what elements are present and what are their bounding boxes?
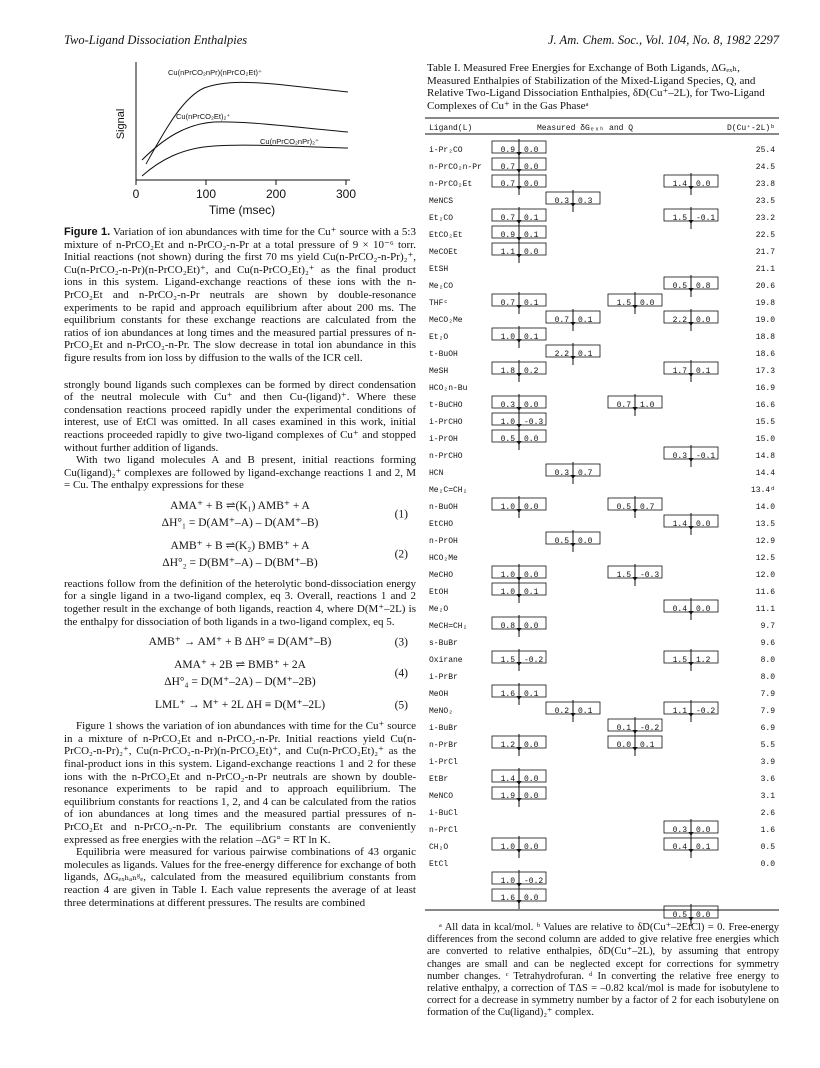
table-pair-q-43: 0.0 xyxy=(696,605,711,614)
table-pair-dg-0: 0.9 xyxy=(500,146,515,155)
table-pair-q-36: 0.0 xyxy=(696,180,711,189)
table-pair-q-9: 0.1 xyxy=(578,316,593,325)
equation-4-line-a: AMA⁺ + 2B ⇌ BMB⁺ + 2A xyxy=(174,659,306,672)
body-paragraph-2: With two ligand molecules A and B present, initial reactions forming Cu(ligand)₂⁺ complexes are followed by ligand-exchange reactions 1 and 2, M = Cu. The enthalpy expressions for these xyxy=(64,454,416,492)
table-dvalue-1: 24.5 xyxy=(755,163,775,172)
table-pair-18 xyxy=(492,496,546,518)
body-paragraph-1: strongly bound ligands such complexes can be formed by direct condensation of the neutral molecule with Cu⁺ and then Cu-(ligand)⁺. Where these condensation reactions proceed rapidly under the experimental conditions of interest, use of EtCl was omitted. In all cases examined in this work, initial reactions proceeded rapidly to give two-ligand complexes of Cu⁺ and stopped without further addition of ligands. xyxy=(64,378,416,454)
table-pair-q-5: 0.1 xyxy=(524,231,539,240)
table-dvalue-7: 21.1 xyxy=(755,265,775,274)
table-pair-q-33: 0.0 xyxy=(524,843,539,852)
table-pair-dg-38: 0.5 xyxy=(672,282,687,291)
table-pair-dg-12: 1.8 xyxy=(500,367,515,376)
table-pair-7 xyxy=(492,292,546,314)
table-dvalue-31: 8.0 xyxy=(760,673,775,682)
body-paragraph-4: Figure 1 shows the variation of ion abundances with time for the Cu⁺ source in a mixture of n-PrCO₂Et and n-PrCO₂-n-Pr. Initial reactions yield Cu(n-PrCO₂-n-Pr)₂⁺, Cu(n-PrCO₂-n-Pr)(n-PrCO₂Et)⁺, and Cu(n-PrCO₂Et)₂⁺ as the final-product ions in this system. Ligand-exchange reactions 1 and 2 for these ions with the n-PrCO₂Et and n-PrCO₂-n-Pr neutrals are shown by double-resonance experiments to be rapid and to approach equilibrium. The equilibrium constants for reactions 1, 2, and 4 can be calculated from the ratios of ion abundances at long times and the measured partial pressures of n-PrCO₂Et and n-PrCO₂-n-Pr. The equilibrium constants are conveniently expressed as free energies with the relation –ΔG° = RT ln K. xyxy=(64,720,416,846)
table-dvalue-17: 15.0 xyxy=(755,435,775,444)
table-pair-dg-18: 1.0 xyxy=(500,503,515,512)
table-1 xyxy=(425,115,781,920)
table-ligand-19: HCN xyxy=(429,469,444,478)
table-ligand-39: i-BuCl xyxy=(429,809,458,818)
table-pair-20 xyxy=(546,530,600,552)
table-ligand-13: MeSH xyxy=(429,367,449,376)
equation-3-number: (3) xyxy=(394,636,408,649)
table-pair-q-29: 0.0 xyxy=(524,741,539,750)
table-pair-22 xyxy=(608,564,662,586)
table-ligand-17: i-PrOH xyxy=(429,435,458,444)
table-pair-17 xyxy=(546,462,600,484)
table-pair-dg-10: 1.0 xyxy=(500,333,515,342)
table-pair-dg-21: 1.0 xyxy=(500,571,515,580)
table-pair-25 xyxy=(492,649,546,671)
table-pair-q-30: 0.1 xyxy=(640,741,655,750)
table-pair-dg-33: 1.0 xyxy=(500,843,515,852)
x-tick-200: 200 xyxy=(265,187,287,201)
table-dvalue-32: 7.9 xyxy=(760,690,775,699)
table-pair-q-0: 0.0 xyxy=(524,146,539,155)
table-pair-q-17: 0.7 xyxy=(578,469,593,478)
table-pair-q-47: 0.1 xyxy=(696,843,711,852)
table-pair-dg-24: 0.8 xyxy=(500,622,515,631)
table-dvalue-5: 22.5 xyxy=(755,231,775,240)
table-ligand-35: n-PrBr xyxy=(429,741,458,750)
table-dvalue-10: 19.0 xyxy=(755,316,775,325)
table-pair-dg-37: 1.5 xyxy=(672,214,687,223)
table-ligand-36: i-PrCl xyxy=(429,758,458,767)
table-pair-dg-22: 1.5 xyxy=(616,571,631,580)
table-pair-q-16: 0.0 xyxy=(524,435,539,444)
table-pair-q-39: 0.0 xyxy=(696,316,711,325)
table-pair-dg-7: 0.7 xyxy=(500,299,515,308)
table-dvalue-4: 23.2 xyxy=(755,214,775,223)
table-pair-q-37: -0.1 xyxy=(696,214,716,223)
table-pair-dg-34: 1.0 xyxy=(500,877,515,886)
table-pair-dg-13: 0.3 xyxy=(500,401,515,410)
table-dvalue-24: 12.5 xyxy=(755,554,775,563)
table-pair-q-44: 1.2 xyxy=(696,656,711,665)
table-pair-q-1: 0.0 xyxy=(524,163,539,172)
table-pair-q-24: 0.0 xyxy=(524,622,539,631)
table-dvalue-21: 14.0 xyxy=(755,503,775,512)
table-pair-dg-3: 0.3 xyxy=(554,197,569,206)
equation-2-line-a: AMB⁺ + B ⇌(K₂) BMB⁺ + A xyxy=(170,539,310,552)
table-ligand-23: n-PrOH xyxy=(429,537,458,546)
equation-2-number: (2) xyxy=(394,548,408,561)
body-paragraph-3: reactions follow from the definition of the heterolytic bond-dissociation energy for a single ligand in a two-ligand complex, eq 3. Overall, reactions 1 and 2 together result in the exchange of both ligands, reaction 4, where D(M⁺–2L) is the enthalpy for dissociation of both ligands in a two-ligand complex, eq 5. xyxy=(64,577,416,628)
table-pair-37 xyxy=(664,207,718,229)
table-pair-dg-43: 0.4 xyxy=(672,605,687,614)
table-dvalue-36: 3.9 xyxy=(760,758,775,767)
table-pair-43 xyxy=(664,598,718,620)
table-pair-q-23: 0.1 xyxy=(524,588,539,597)
table-ligand-25: MeCHO xyxy=(429,571,454,580)
table-dvalue-11: 18.8 xyxy=(755,333,775,342)
table-ligand-21: n-BuOH xyxy=(429,503,458,512)
table-pair-q-18: 0.0 xyxy=(524,503,539,512)
table-pair-dg-31: 1.4 xyxy=(500,775,515,784)
table-ligand-11: Et₂O xyxy=(429,333,449,342)
table-pair-41 xyxy=(664,445,718,467)
x-tick-0: 0 xyxy=(132,187,140,201)
figure-1-caption-label: Figure 1. xyxy=(64,226,111,238)
table-pair-40 xyxy=(664,360,718,382)
table-pair-3 xyxy=(546,190,600,212)
table-pair-q-7: 0.1 xyxy=(524,299,539,308)
table-ligand-12: t-BuOH xyxy=(429,350,458,359)
table-pair-dg-5: 0.9 xyxy=(500,231,515,240)
table-dvalue-38: 3.1 xyxy=(760,792,775,801)
table-pair-16 xyxy=(492,428,546,450)
table-ligand-0: i-Pr₂CO xyxy=(429,146,463,155)
table-pair-39 xyxy=(664,309,718,331)
table-pair-dg-1: 0.7 xyxy=(500,163,515,172)
table-pair-dg-30: 0.0 xyxy=(616,741,631,750)
table-col-measured: Measured δGₑₓₕ and Q xyxy=(536,124,634,133)
table-pair-dg-44: 1.5 xyxy=(672,656,687,665)
table-1-footnote-text: ᵃ All data in kcal/mol. ᵇ Values are relative to δD(Cu⁺–2EtCl) = 0. Free-energy differences from the second column are added to give relative free energies which are converted to relative enthalpies, δD(Cu⁺–2L), by assuming that entropy changes are small and can be neglected except for corrections for symmetry number changes. ᶜ Tetrahydrofuran. ᵈ In converting the relative free energy to relative enthalpy, a correction of TΔS = –0.82 kcal/mol is made for isobutylene to correct for a decrease in symmetry number by a factor of 2 for each isobutylene on formation of the Cu(ligand)₂⁺ complex. xyxy=(427,922,779,1019)
table-dvalue-14: 16.9 xyxy=(755,384,775,393)
equation-5-number: (5) xyxy=(394,699,408,712)
table-pair-q-4: 0.1 xyxy=(524,214,539,223)
table-pair-q-15: -0.3 xyxy=(524,418,544,427)
table-pair-dg-47: 0.4 xyxy=(672,843,687,852)
table-pair-dg-6: 1.1 xyxy=(500,248,515,257)
table-dvalue-6: 21.7 xyxy=(755,248,775,257)
table-dvalue-18: 14.8 xyxy=(755,452,775,461)
x-tick-300: 300 xyxy=(335,187,357,201)
table-pair-dg-11: 2.2 xyxy=(554,350,569,359)
table-pair-q-34: -0.2 xyxy=(524,877,544,886)
table-pair-dg-25: 1.5 xyxy=(500,656,515,665)
table-pair-35 xyxy=(492,887,546,909)
table-pair-33 xyxy=(492,836,546,858)
table-pair-27 xyxy=(546,700,600,722)
table-dvalue-42: 0.0 xyxy=(760,860,775,869)
table-dvalue-35: 5.5 xyxy=(760,741,775,750)
table-pair-q-28: -0.2 xyxy=(640,724,660,733)
curve-prco2pr xyxy=(142,145,348,176)
table-dvalue-13: 17.3 xyxy=(755,367,775,376)
figure-1-caption xyxy=(64,226,416,365)
table-ligand-40: n-PrCl xyxy=(429,826,458,835)
table-pair-44 xyxy=(664,649,718,671)
table-dvalue-29: 9.6 xyxy=(760,639,775,648)
table-pair-36 xyxy=(664,173,718,195)
table-pair-dg-45: 1.1 xyxy=(672,707,687,716)
label-prco2pr: Cu(nPrCO₂nPr)₂⁺ xyxy=(260,137,319,146)
table-pair-dg-41: 0.3 xyxy=(672,452,687,461)
table-pair-24 xyxy=(492,615,546,637)
table-pair-9 xyxy=(546,309,600,331)
table-pair-6 xyxy=(492,241,546,263)
table-dvalue-22: 13.5 xyxy=(755,520,775,529)
table-ligand-31: i-PrBr xyxy=(429,673,458,682)
table-pair-dg-29: 1.2 xyxy=(500,741,515,750)
table-pair-q-8: 0.0 xyxy=(640,299,655,308)
table-pair-dg-48: 0.5 xyxy=(672,911,687,920)
table-pair-47 xyxy=(664,836,718,858)
table-pair-14 xyxy=(608,394,662,416)
table-pair-q-31: 0.0 xyxy=(524,775,539,784)
table-dvalue-30: 8.0 xyxy=(760,656,775,665)
table-ligand-37: EtBr xyxy=(429,775,449,784)
table-pair-dg-2: 0.7 xyxy=(500,180,515,189)
table-pair-q-10: 0.1 xyxy=(524,333,539,342)
x-axis-label: Time (msec) xyxy=(208,203,276,217)
equation-5 xyxy=(64,697,416,714)
table-pair-dg-40: 1.7 xyxy=(672,367,687,376)
table-pair-q-2: 0.0 xyxy=(524,180,539,189)
equation-2 xyxy=(64,538,416,572)
table-dvalue-19: 14.4 xyxy=(755,469,775,478)
table-ligand-32: MeOH xyxy=(429,690,449,699)
table-col-d: D(Cu⁺-2L)ᵇ xyxy=(726,124,775,133)
table-pair-dg-20: 0.5 xyxy=(554,537,569,546)
table-dvalue-39: 2.6 xyxy=(760,809,775,818)
table-dvalue-8: 20.6 xyxy=(755,282,775,291)
table-pair-dg-8: 1.5 xyxy=(616,299,631,308)
table-ligand-24: HCO₂Me xyxy=(429,554,458,563)
table-ligand-9: THFᶜ xyxy=(429,299,449,308)
equation-5-line: LML⁺ → M⁺ + 2L ΔH ≡ D(M⁺–2L) xyxy=(154,699,326,712)
table-pair-38 xyxy=(664,275,718,297)
table-ligand-3: MeNCS xyxy=(429,197,454,206)
table-ligand-14: HCO₂n-Bu xyxy=(429,384,468,393)
table-ligand-28: MeCH=CH₂ xyxy=(429,622,468,631)
table-dvalue-40: 1.6 xyxy=(760,826,775,835)
table-pair-42 xyxy=(664,513,718,535)
table-pair-dg-19: 0.5 xyxy=(616,503,631,512)
label-mixed-ligand: Cu(nPrCO₂nPr)(nPrCO₂Et)⁺ xyxy=(168,68,262,77)
table-pair-dg-27: 0.2 xyxy=(554,707,569,716)
table-ligand-7: EtSH xyxy=(429,265,449,274)
table-pair-q-21: 0.0 xyxy=(524,571,539,580)
table-pair-q-27: 0.1 xyxy=(578,707,593,716)
table-dvalue-28: 9.7 xyxy=(760,622,775,631)
table-dvalue-0: 25.4 xyxy=(755,146,775,155)
equation-4 xyxy=(64,657,416,691)
table-pair-30 xyxy=(608,734,662,756)
table-pair-19 xyxy=(608,496,662,518)
body-paragraph-5: Equilibria were measured for various pairwise combinations of 43 organic molecules as ligands. Values for the free-energy difference for exchange of both ligands, ΔGₑₓₕₐₙᵍₑ, calculated from the measured equilibrium constants from reaction 4 are given in Table I. Each value represents the average of at least three determinations at different pressures. The results are combined xyxy=(64,846,416,909)
table-dvalue-41: 0.5 xyxy=(760,843,775,852)
table-ligand-18: n-PrCHO xyxy=(429,452,463,461)
table-1-title: Table I. Measured Free Energies for Exchange of Both Ligands, ΔGₑₓₕ, Measured Enthalpies of Stabilization of the Mixed-Ligand Species, Q, and Relative Two-Ligand Dissociation Enthalpies, δD(Cu⁺–2L), for Two-Ligand Complexes of Cu⁺ in the Gas Phaseᵃ xyxy=(427,62,765,112)
table-pair-10 xyxy=(492,326,546,348)
figure-1-caption-text: Variation of ion abundances with time for the Cu⁺ source with a 5:3 mixture of n-PrCO₂Et and n-PrCO₂-n-Pr at a total pressure of 9 × 10⁻⁶ torr. Initial reactions (not shown) during the first 70 ms yield Cu(n-PrCO₂-n-Pr)₂⁺, Cu(n-PrCO₂-n-Pr)(n-PrCO₂Et)⁺, and Cu(n-PrCO₂Et)₂⁺ as the final product ions in this system. Ligand-exchange reactions of these ions with the n-PrCO₂Et and n-PrCO₂-n-Pr neutrals are shown by double-resonance experiments to be rapid and approach equilibrium after about 200 ms. The equilibrium constants for these exchange reactions are calculated from the ratios of ion abundances at long times and the measured partial pressures of n-PrCO₂Et and n-PrCO₂-n-Pr. The slow decrease in total ion abundance in this figure results from ion loss by diffusion to the walls of the ICR cell. xyxy=(64,226,416,364)
table-pair-45 xyxy=(664,700,718,722)
table-dvalue-34: 6.9 xyxy=(760,724,775,733)
table-1-footnotes xyxy=(427,922,779,1020)
table-ligand-15: t-BuCHO xyxy=(429,401,463,410)
equation-1-line-b: ΔH°₁ = D(AM⁺–A) – D(AM⁺–B) xyxy=(161,516,319,529)
table-dvalue-27: 11.1 xyxy=(755,605,775,614)
table-ligand-1: n-PrCO₂n-Pr xyxy=(429,163,482,172)
table-pair-dg-35: 1.6 xyxy=(500,894,515,903)
table-ligand-42: EtCl xyxy=(429,860,449,869)
table-ligand-22: EtCHO xyxy=(429,520,454,529)
running-header-right: J. Am. Chem. Soc., Vol. 104, No. 8, 1982 2297 xyxy=(547,33,779,47)
table-pair-dg-42: 1.4 xyxy=(672,520,687,529)
table-ligand-5: EtCO₂Et xyxy=(429,231,463,240)
table-dvalue-25: 12.0 xyxy=(755,571,775,580)
table-dvalue-15: 16.6 xyxy=(755,401,775,410)
table-ligand-33: MeNO₂ xyxy=(429,707,454,716)
figure-1-plot xyxy=(64,52,416,222)
table-ligand-29: s-BuBr xyxy=(429,639,458,648)
equation-3 xyxy=(64,634,416,651)
table-ligand-27: Me₂O xyxy=(429,605,449,614)
table-pair-23 xyxy=(492,581,546,603)
table-pair-q-12: 0.2 xyxy=(524,367,539,376)
table-dvalue-3: 23.5 xyxy=(755,197,775,206)
table-dvalue-12: 18.6 xyxy=(755,350,775,359)
equation-1-line-a: AMA⁺ + B ⇌(K₁) AMB⁺ + A xyxy=(170,499,310,512)
table-ligand-26: EtOH xyxy=(429,588,449,597)
table-dvalue-16: 15.5 xyxy=(755,418,775,427)
table-dvalue-9: 19.8 xyxy=(755,299,775,308)
table-pair-29 xyxy=(492,734,546,756)
table-pair-q-38: 0.8 xyxy=(696,282,711,291)
table-pair-11 xyxy=(546,343,600,365)
table-pair-32 xyxy=(492,785,546,807)
table-pair-q-32: 0.0 xyxy=(524,792,539,801)
table-pair-q-3: 0.3 xyxy=(578,197,593,206)
table-pair-q-46: 0.0 xyxy=(696,826,711,835)
table-ligand-41: CH₂O xyxy=(429,843,449,852)
table-pair-12 xyxy=(492,360,546,382)
table-pair-dg-26: 1.6 xyxy=(500,690,515,699)
table-pair-q-22: -0.3 xyxy=(640,571,660,580)
table-pair-dg-36: 1.4 xyxy=(672,180,687,189)
table-pair-q-11: 0.1 xyxy=(578,350,593,359)
table-pair-q-13: 0.0 xyxy=(524,401,539,410)
label-prco2et: Cu(nPrCO₂Et)₂⁺ xyxy=(176,112,231,121)
table-pair-dg-16: 0.5 xyxy=(500,435,515,444)
table-ligand-4: Et₂CO xyxy=(429,214,454,223)
table-ligand-20: Me₂C=CH₂ xyxy=(429,486,468,495)
equation-4-number: (4) xyxy=(394,667,408,680)
table-pair-2 xyxy=(492,173,546,195)
table-pair-dg-4: 0.7 xyxy=(500,214,515,223)
table-pair-q-41: -0.1 xyxy=(696,452,716,461)
equation-1-number: (1) xyxy=(394,508,408,521)
table-pair-dg-17: 0.3 xyxy=(554,469,569,478)
y-axis-label: Signal xyxy=(115,108,127,140)
table-pair-q-6: 0.0 xyxy=(524,248,539,257)
table-pair-dg-28: 0.1 xyxy=(616,724,631,733)
x-tick-100: 100 xyxy=(195,187,217,201)
table-pair-dg-46: 0.3 xyxy=(672,826,687,835)
table-pair-q-40: 0.1 xyxy=(696,367,711,376)
table-ligand-30: Oxirane xyxy=(429,656,463,665)
table-pair-dg-9: 0.7 xyxy=(554,316,569,325)
table-pair-q-45: -0.2 xyxy=(696,707,716,716)
table-pair-q-26: 0.1 xyxy=(524,690,539,699)
table-ligand-6: MeCOEt xyxy=(429,248,458,257)
table-pair-q-35: 0.0 xyxy=(524,894,539,903)
equation-1 xyxy=(64,498,416,532)
table-dvalue-37: 3.6 xyxy=(760,775,775,784)
table-pair-26 xyxy=(492,683,546,705)
table-pair-q-42: 0.0 xyxy=(696,520,711,529)
table-pair-q-19: 0.7 xyxy=(640,503,655,512)
table-dvalue-20: 13.4ᵈ xyxy=(750,486,775,495)
table-col-ligand: Ligand(L) xyxy=(429,124,473,133)
running-header-left: Two-Ligand Dissociation Enthalpies xyxy=(64,33,248,47)
equation-3-line: AMB⁺ → AM⁺ + B ΔH° ≡ D(AM⁺–B) xyxy=(148,636,332,649)
table-pair-q-20: 0.0 xyxy=(578,537,593,546)
table-pair-8 xyxy=(608,292,662,314)
table-pair-dg-15: 1.0 xyxy=(500,418,515,427)
table-pair-dg-32: 1.9 xyxy=(500,792,515,801)
table-pair-dg-14: 0.7 xyxy=(616,401,631,410)
equation-4-line-b: ΔH°₄ = D(M⁺–2A) – D(M⁺–2B) xyxy=(164,676,316,689)
equation-2-line-b: ΔH°₂ = D(BM⁺–A) – D(BM⁺–B) xyxy=(162,556,318,569)
table-pair-dg-23: 1.0 xyxy=(500,588,515,597)
table-dvalue-23: 12.9 xyxy=(755,537,775,546)
table-ligand-8: Me₂CO xyxy=(429,282,454,291)
table-dvalue-33: 7.9 xyxy=(760,707,775,716)
table-ligand-34: i-BuBr xyxy=(429,724,458,733)
table-ligand-10: MeCO₂Me xyxy=(429,316,463,325)
table-dvalue-2: 23.8 xyxy=(755,180,775,189)
table-pair-q-25: -0.2 xyxy=(524,656,544,665)
table-ligand-38: MeNCO xyxy=(429,792,454,801)
table-pair-q-14: 1.0 xyxy=(640,401,655,410)
table-ligand-16: i-PrCHO xyxy=(429,418,463,427)
table-dvalue-26: 11.6 xyxy=(755,588,775,597)
table-pair-q-48: 0.0 xyxy=(696,911,711,920)
table-pair-dg-39: 2.2 xyxy=(672,316,687,325)
left-column xyxy=(64,226,416,909)
table-ligand-2: n-PrCO₂Et xyxy=(429,180,473,189)
